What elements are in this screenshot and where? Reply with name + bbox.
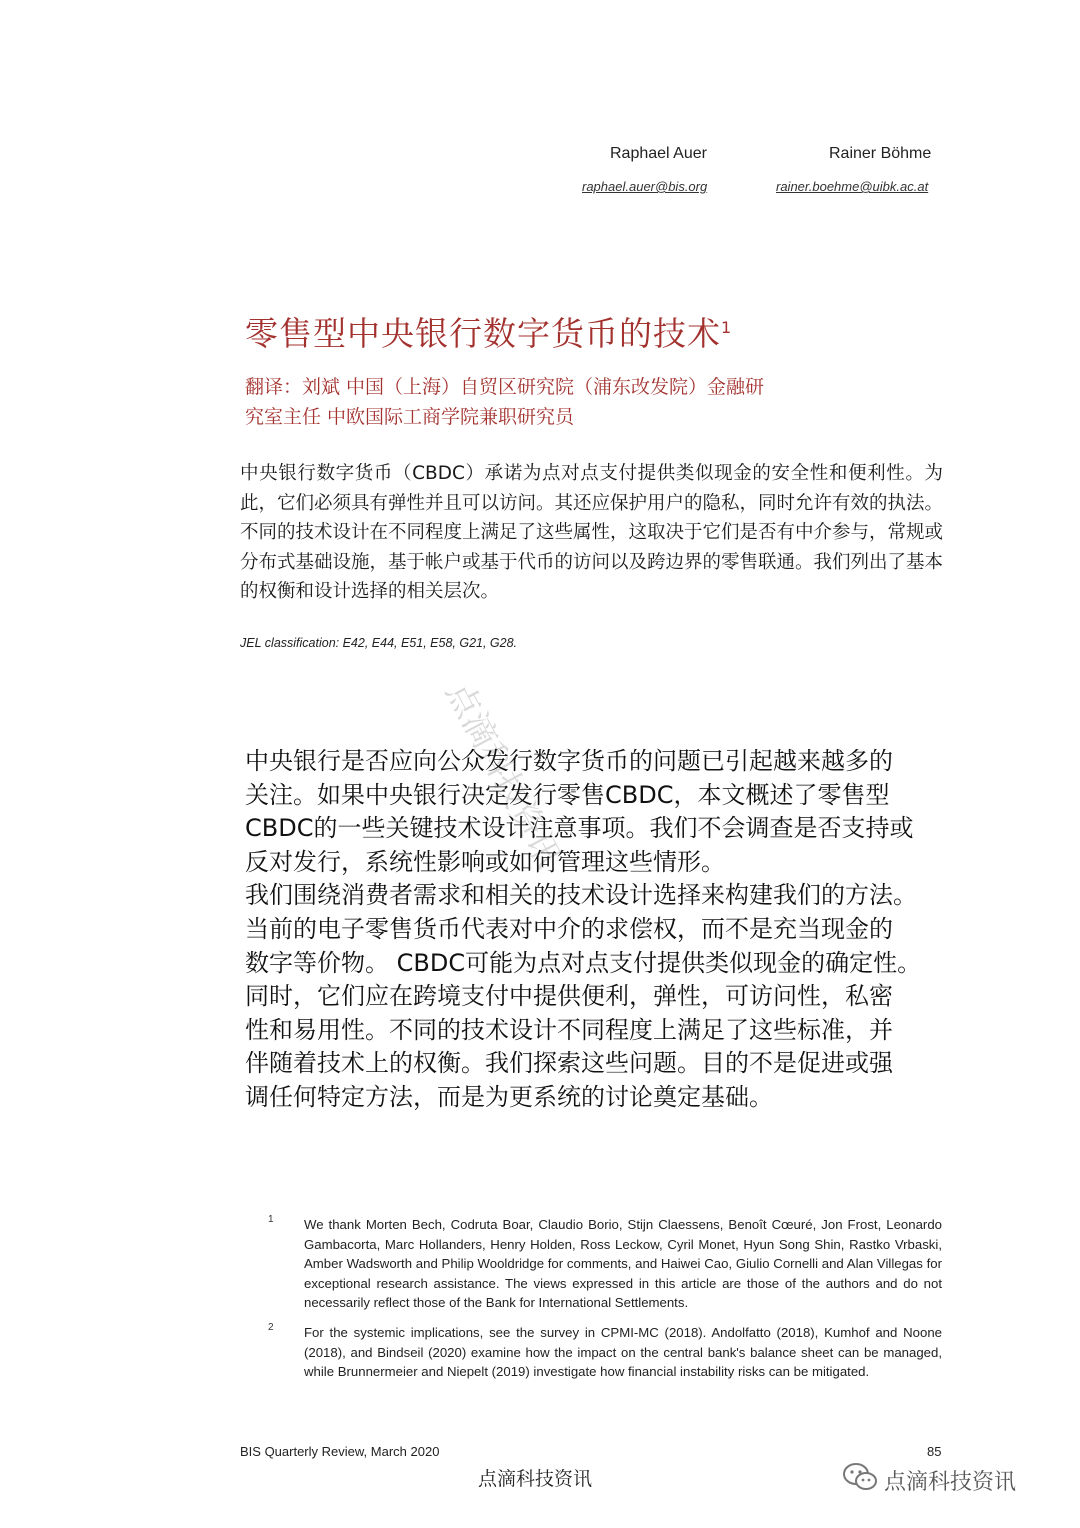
- translator-line-2: 究室主任 中欧国际工商学院兼职研究员: [245, 406, 575, 428]
- body-line: 性和易用性。不同的技术设计不同程度上满足了这些标准，并: [245, 1015, 893, 1044]
- wechat-account[interactable]: [842, 1462, 1016, 1498]
- author-email-2[interactable]: rainer.boehme@uibk.ac.at: [776, 179, 929, 194]
- body-line: 伴随着技术上的权衡。我们探索这些问题。目的不是促进或强: [245, 1049, 893, 1078]
- jel-classification: JEL classification: E42, E44, E51, E58, G21, G28.: [240, 636, 518, 650]
- body-line: 调任何特定方法，而是为更系统的讨论奠定基础。: [245, 1082, 773, 1111]
- author-name-2: Rainer Böhme: [829, 145, 932, 162]
- footer-source: 点滴科技资讯: [478, 1468, 593, 1490]
- body-line: CBDC的一些关键技术设计注意事项。我们不会调查是否支持或: [245, 814, 914, 843]
- translator-info: [245, 372, 885, 432]
- title-footnote-mark: 1: [721, 318, 733, 337]
- translator-line-1: 翻译：刘斌 中国（上海）自贸区研究院（浦东改发院）金融研: [245, 376, 765, 398]
- title-text: 零售型中央银行数字货币的技术: [245, 314, 721, 353]
- wechat-account-name: 点滴科技资讯: [884, 1469, 1017, 1495]
- abstract: 中央银行数字货币（CBDC）承诺为点对点支付提供类似现金的安全性和便利性。为此，它们必须具有弹性并且可以访问。其还应保护用户的隐私，同时允许有效的执法。不同的技术设计在不同程度上满足了这些属性，这取决于它们是否有中介参与，常规或分布式基础设施，基于帐户或基于代币的访问以及跨边界的零售联通。我们列出了基本的权衡和设计选择的相关层次。: [240, 463, 944, 602]
- author-name-1: Raphael Auer: [610, 145, 707, 162]
- footer-page-number: 85: [927, 1444, 942, 1459]
- wechat-icon: [842, 1462, 884, 1498]
- footnote-number-2: 2: [268, 1322, 274, 1333]
- watermark: 点滴科技资讯: [437, 675, 569, 875]
- body-line: 我们围绕消费者需求和相关的技术设计选择来构建我们的方法。: [245, 881, 917, 910]
- body-line: 关注。如果中央银行决定发行零售CBDC，本文概述了零售型: [245, 780, 890, 809]
- footnote-text-2: For the systemic implications, see the survey in CPMI-MC (2018). Andolfatto (2018), Kumhof and Noone (2018), and Bindseil (2020) examine how the impact on the central bank's balance sheet can be managed, while Brunnermeier and Niepelt (2019) investigate how financial instability risks can be mitigated.: [304, 1325, 942, 1380]
- body-line: 同时，它们应在跨境支付中提供便利，弹性，可访问性，私密: [245, 982, 893, 1011]
- author-email-1[interactable]: raphael.auer@bis.org: [582, 179, 708, 194]
- body-line: 中央银行是否应向公众发行数字货币的问题已引起越来越多的: [245, 747, 893, 775]
- footnote-text-1: We thank Morten Bech, Codruta Boar, Claudio Borio, Stijn Claessens, Benoît Cœuré, Jon Frost, Leonardo Gambacorta, Marc Hollanders, Henry Holden, Ross Leckow, Cyril Monet, Hyun Song Shin, Rastko Vrbaski, Amber Wadsworth and Philip Wooldridge for comments, and Haiwei Cao, Giulio Cornelli and Alan Villegas for exceptional research assistance. The views expressed in this article are those of the authors and do not necessarily reflect those of the Bank for International Settlements.: [304, 1217, 942, 1311]
- footnote-number-1: 1: [268, 1214, 274, 1225]
- body-line: 当前的电子零售货币代表对中介的求偿权，而不是充当现金的: [245, 914, 893, 943]
- body-text: [245, 745, 945, 1115]
- footer-journal: BIS Quarterly Review, March 2020: [240, 1444, 440, 1459]
- body-line: 数字等价物。 CBDC可能为点对点支付提供类似现金的确定性。: [245, 948, 922, 977]
- body-line: 反对发行，系统性影响或如何管理这些情形。: [245, 847, 725, 876]
- page-title: [245, 308, 732, 355]
